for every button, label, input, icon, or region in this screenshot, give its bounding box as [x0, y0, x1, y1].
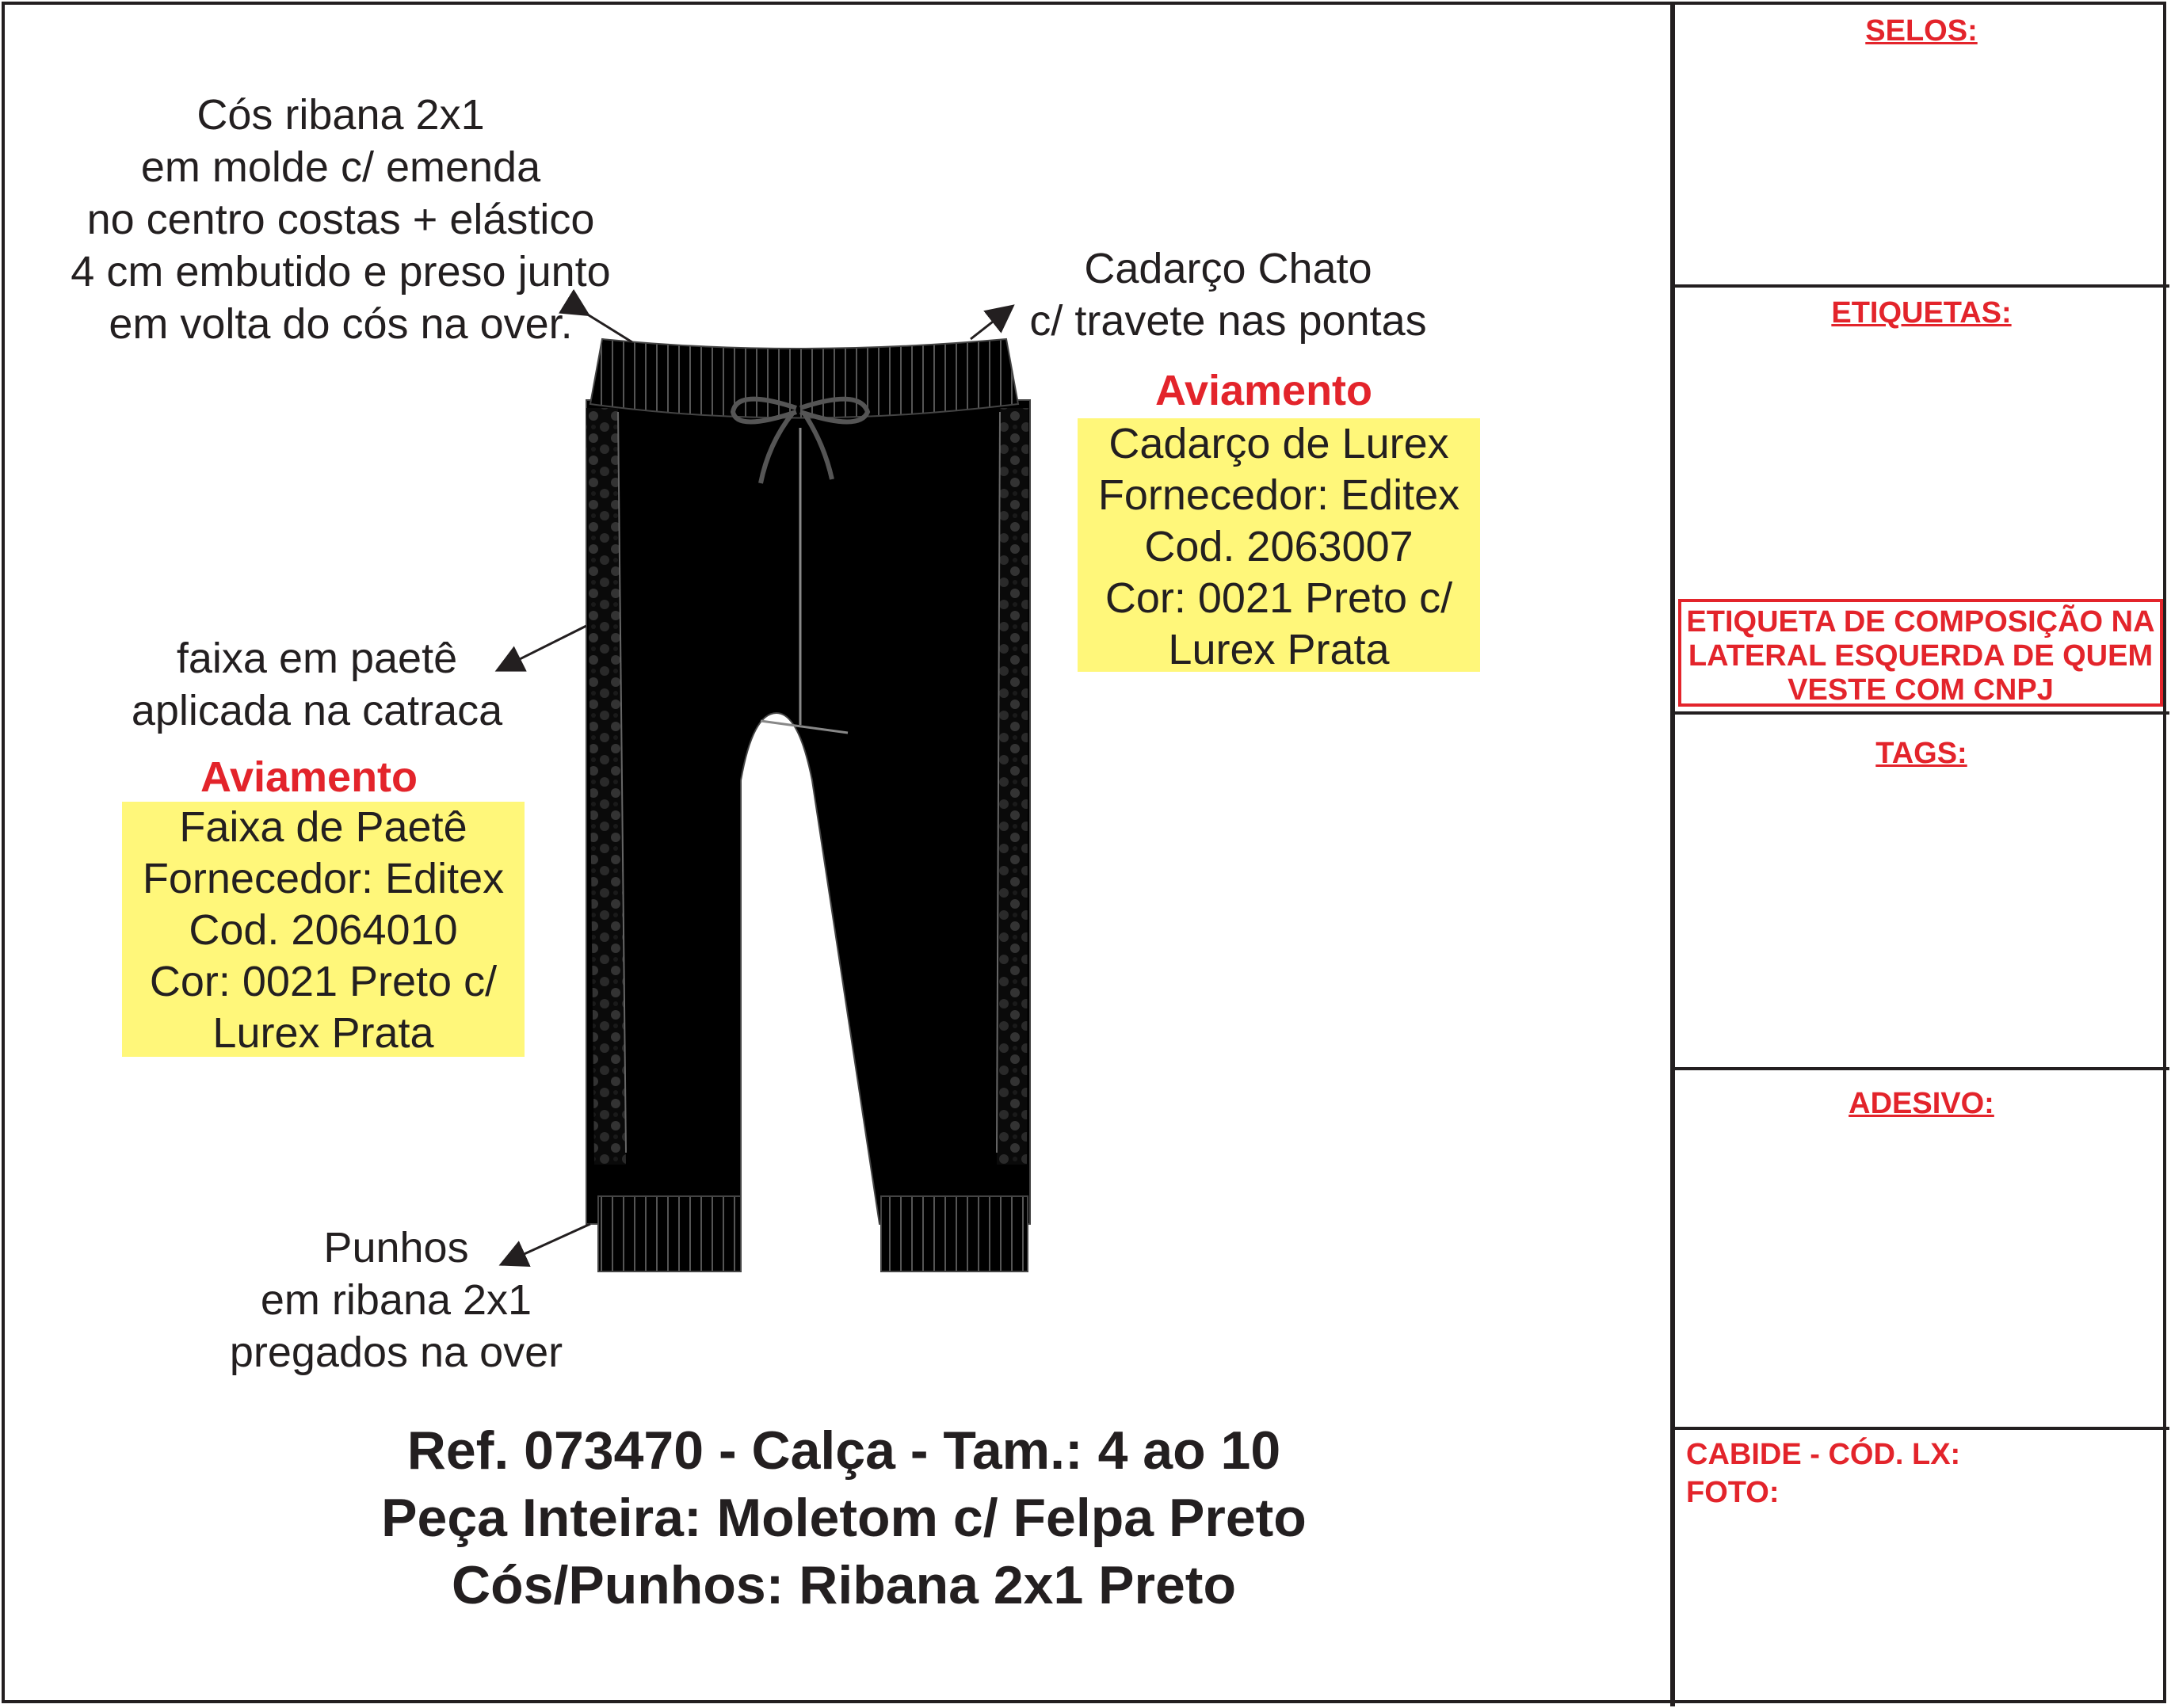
- trim-line: Fornecedor: Editex: [1097, 471, 1460, 519]
- trim-left-box: [122, 802, 525, 1057]
- note-line: 4 cm embutido e preso junto: [71, 248, 611, 295]
- sequin-band-note: [103, 632, 531, 737]
- cuff-left: [598, 1196, 741, 1271]
- spec-reference: Ref. 073470 - Calça - Tam.: 4 ao 10: [406, 1420, 1281, 1481]
- spec-fabric: Peça Inteira: Moletom c/ Felpa Preto: [381, 1488, 1307, 1548]
- waistband-note: [32, 89, 650, 350]
- notice-line: VESTE COM CNPJ: [1788, 673, 2054, 707]
- notice-line: ETIQUETA DE COMPOSIÇÃO NA: [1686, 605, 2155, 639]
- note-line: Cadarço Chato: [1084, 245, 1372, 292]
- trim-line: Cor: 0021 Preto c/: [149, 958, 498, 1005]
- note-line: pregados na over: [229, 1329, 563, 1376]
- cabide-label: CABIDE - CÓD. LX:: [1686, 1438, 1961, 1471]
- adesivo-heading: ADESIVO:: [1849, 1087, 1994, 1120]
- trim-left-title: Aviamento: [200, 753, 418, 801]
- trim-line: Lurex Prata: [212, 1009, 434, 1057]
- note-line: c/ travete nas pontas: [1029, 297, 1427, 345]
- panel-divider: [1673, 1427, 2169, 1430]
- trim-right-title: Aviamento: [1154, 367, 1373, 414]
- note-line: Punhos: [323, 1224, 469, 1271]
- note-line: em molde c/ emenda: [140, 143, 541, 191]
- notice-line: LATERAL ESQUERDA DE QUEM: [1688, 639, 2154, 673]
- trim-line: Fornecedor: Editex: [142, 855, 505, 902]
- trim-right-box: [1078, 418, 1480, 672]
- trim-line: Faixa de Paetê: [179, 803, 467, 851]
- cuff-right: [881, 1196, 1028, 1271]
- panel-divider: [1673, 1067, 2169, 1070]
- note-line: faixa em paetê: [176, 635, 458, 682]
- panel-divider: [1673, 711, 2169, 715]
- trim-line: Cod. 2063007: [1144, 523, 1414, 570]
- note-line: aplicada na catraca: [131, 687, 503, 734]
- etiquetas-heading: ETIQUETAS:: [1831, 296, 2012, 330]
- panel-divider: [1673, 284, 2169, 288]
- cuffs-note: [190, 1222, 602, 1378]
- selos-heading: SELOS:: [1865, 14, 1978, 48]
- note-line: Cós ribana 2x1: [196, 91, 485, 139]
- pants-body: [586, 400, 1030, 1224]
- tags-heading: TAGS:: [1875, 737, 1967, 770]
- drawstring-note: [1006, 242, 1450, 347]
- trim-line: Cor: 0021 Preto c/: [1105, 574, 1453, 622]
- note-line: em ribana 2x1: [260, 1276, 532, 1324]
- foto-label: FOTO:: [1686, 1476, 1780, 1509]
- sequin-band-right: [997, 408, 1028, 1165]
- trim-line: Lurex Prata: [1168, 626, 1390, 673]
- trim-line: Cod. 2064010: [189, 906, 458, 954]
- spec-trims: Cós/Punhos: Ribana 2x1 Preto: [452, 1555, 1236, 1615]
- note-line: no centro costas + elástico: [86, 196, 595, 243]
- trim-line: Cadarço de Lurex: [1108, 420, 1449, 467]
- side-panel-divider: [1670, 2, 1675, 1706]
- note-line: em volta do cós na over.: [109, 300, 573, 348]
- composition-label-notice: [1678, 599, 2163, 707]
